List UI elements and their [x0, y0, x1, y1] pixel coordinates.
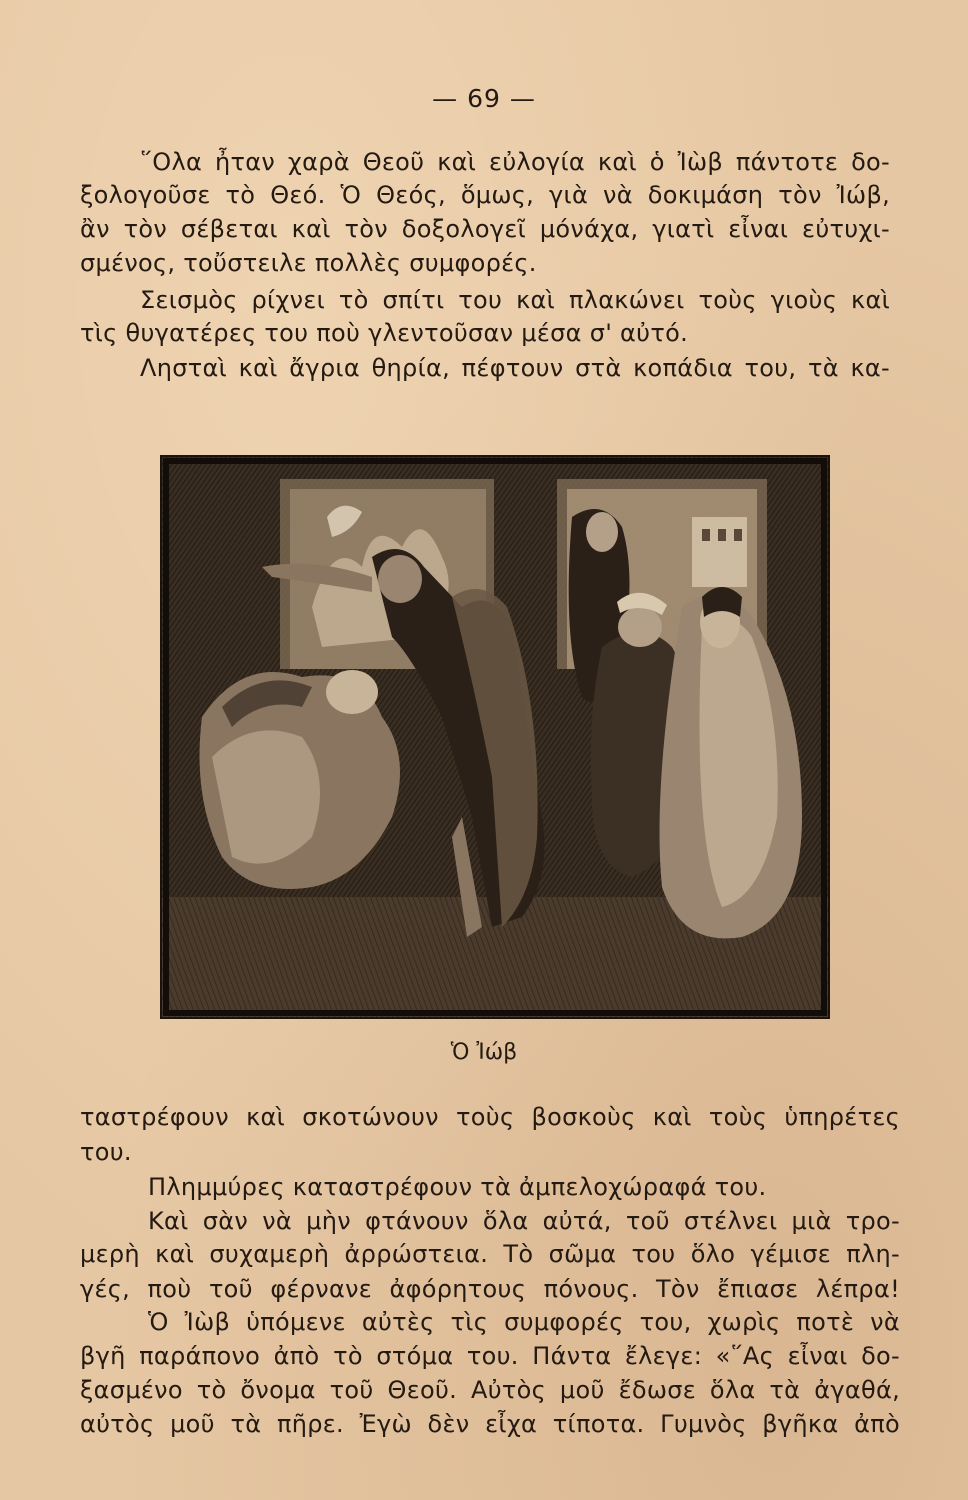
illustration-caption: Ὁ Ἰώβ	[450, 1040, 518, 1065]
text-line: ξολογοῦσε τὸ Θεό. Ὁ Θεός, ὅμως, γιὰ νὰ δοκιμάση τὸν Ἰώβ,	[80, 181, 890, 209]
text-line: ῞Ολα ἦταν χαρὰ Θεοῦ καὶ εὐλογία καὶ ὁ Ἰὼβ πάντοτε δο-	[140, 148, 890, 176]
engraving-illustration	[162, 457, 828, 1017]
text-line: βγῆ παράπονο ἀπὸ τὸ στόμα του. Πάντα ἔλεγε: «῞Ας εἶναι δο-	[80, 1342, 900, 1370]
text-line: αὐτὸς μοῦ τὰ πῆρε. Ἐγὼ δὲν εἶχα τίποτα. Γυμνὸς βγῆκα ἀπὸ	[80, 1410, 900, 1438]
text-line: μερὴ καὶ συχαμερὴ ἀρρώστεια. Τὸ σῶμα του ὅλο γέμισε πλη-	[80, 1240, 900, 1268]
text-line: Λησταὶ καὶ ἄγρια θηρία, πέφτουν στὰ κοπάδια του, τὰ κα-	[140, 354, 890, 382]
text-line: τὶς θυγατέρες του ποὺ γλεντοῦσαν μέσα σ' αὐτό.	[80, 319, 688, 347]
text-line: ταστρέφουν καὶ σκοτώνουν τοὺς βοσκοὺς καὶ τοὺς ὑπηρέτες	[80, 1103, 900, 1131]
text-line: ἂν τὸν σέβεται καὶ τὸν δοξολογεῖ μόνάχα, γιατὶ εἶναι εὐτυχι-	[80, 215, 890, 243]
text-line: Καὶ σὰν νὰ μὴν φτάνουν ὅλα αὐτά, τοῦ στέλνει μιὰ τρο-	[148, 1207, 900, 1235]
engraving-drawing	[162, 457, 828, 1017]
text-line: σμένος, τοὔστειλε πολλὲς συμφορές.	[80, 249, 537, 277]
text-line: Πλημμύρες καταστρέφουν τὰ ἀμπελοχώραφά του.	[148, 1173, 767, 1201]
page-number: — 69 —	[432, 84, 536, 113]
text-line: Ὁ Ἰὼβ ὑπόμενε αὐτὲς τὶς συμφορές του, χωρὶς ποτὲ νὰ	[148, 1308, 900, 1336]
text-line: του.	[80, 1138, 132, 1166]
text-line: Σεισμὸς ρίχνει τὸ σπίτι του καὶ πλακώνει τοὺς γιοὺς καὶ	[140, 286, 890, 314]
text-line: γές, ποὺ τοῦ φέρνανε ἀφόρητους πόνους. Τὸν ἔπιασε λέπρα!	[80, 1275, 900, 1303]
text-line: ξασμένο τὸ ὄνομα τοῦ Θεοῦ. Αὐτὸς μοῦ ἔδωσε ὅλα τὰ ἀγαθά,	[80, 1376, 900, 1404]
